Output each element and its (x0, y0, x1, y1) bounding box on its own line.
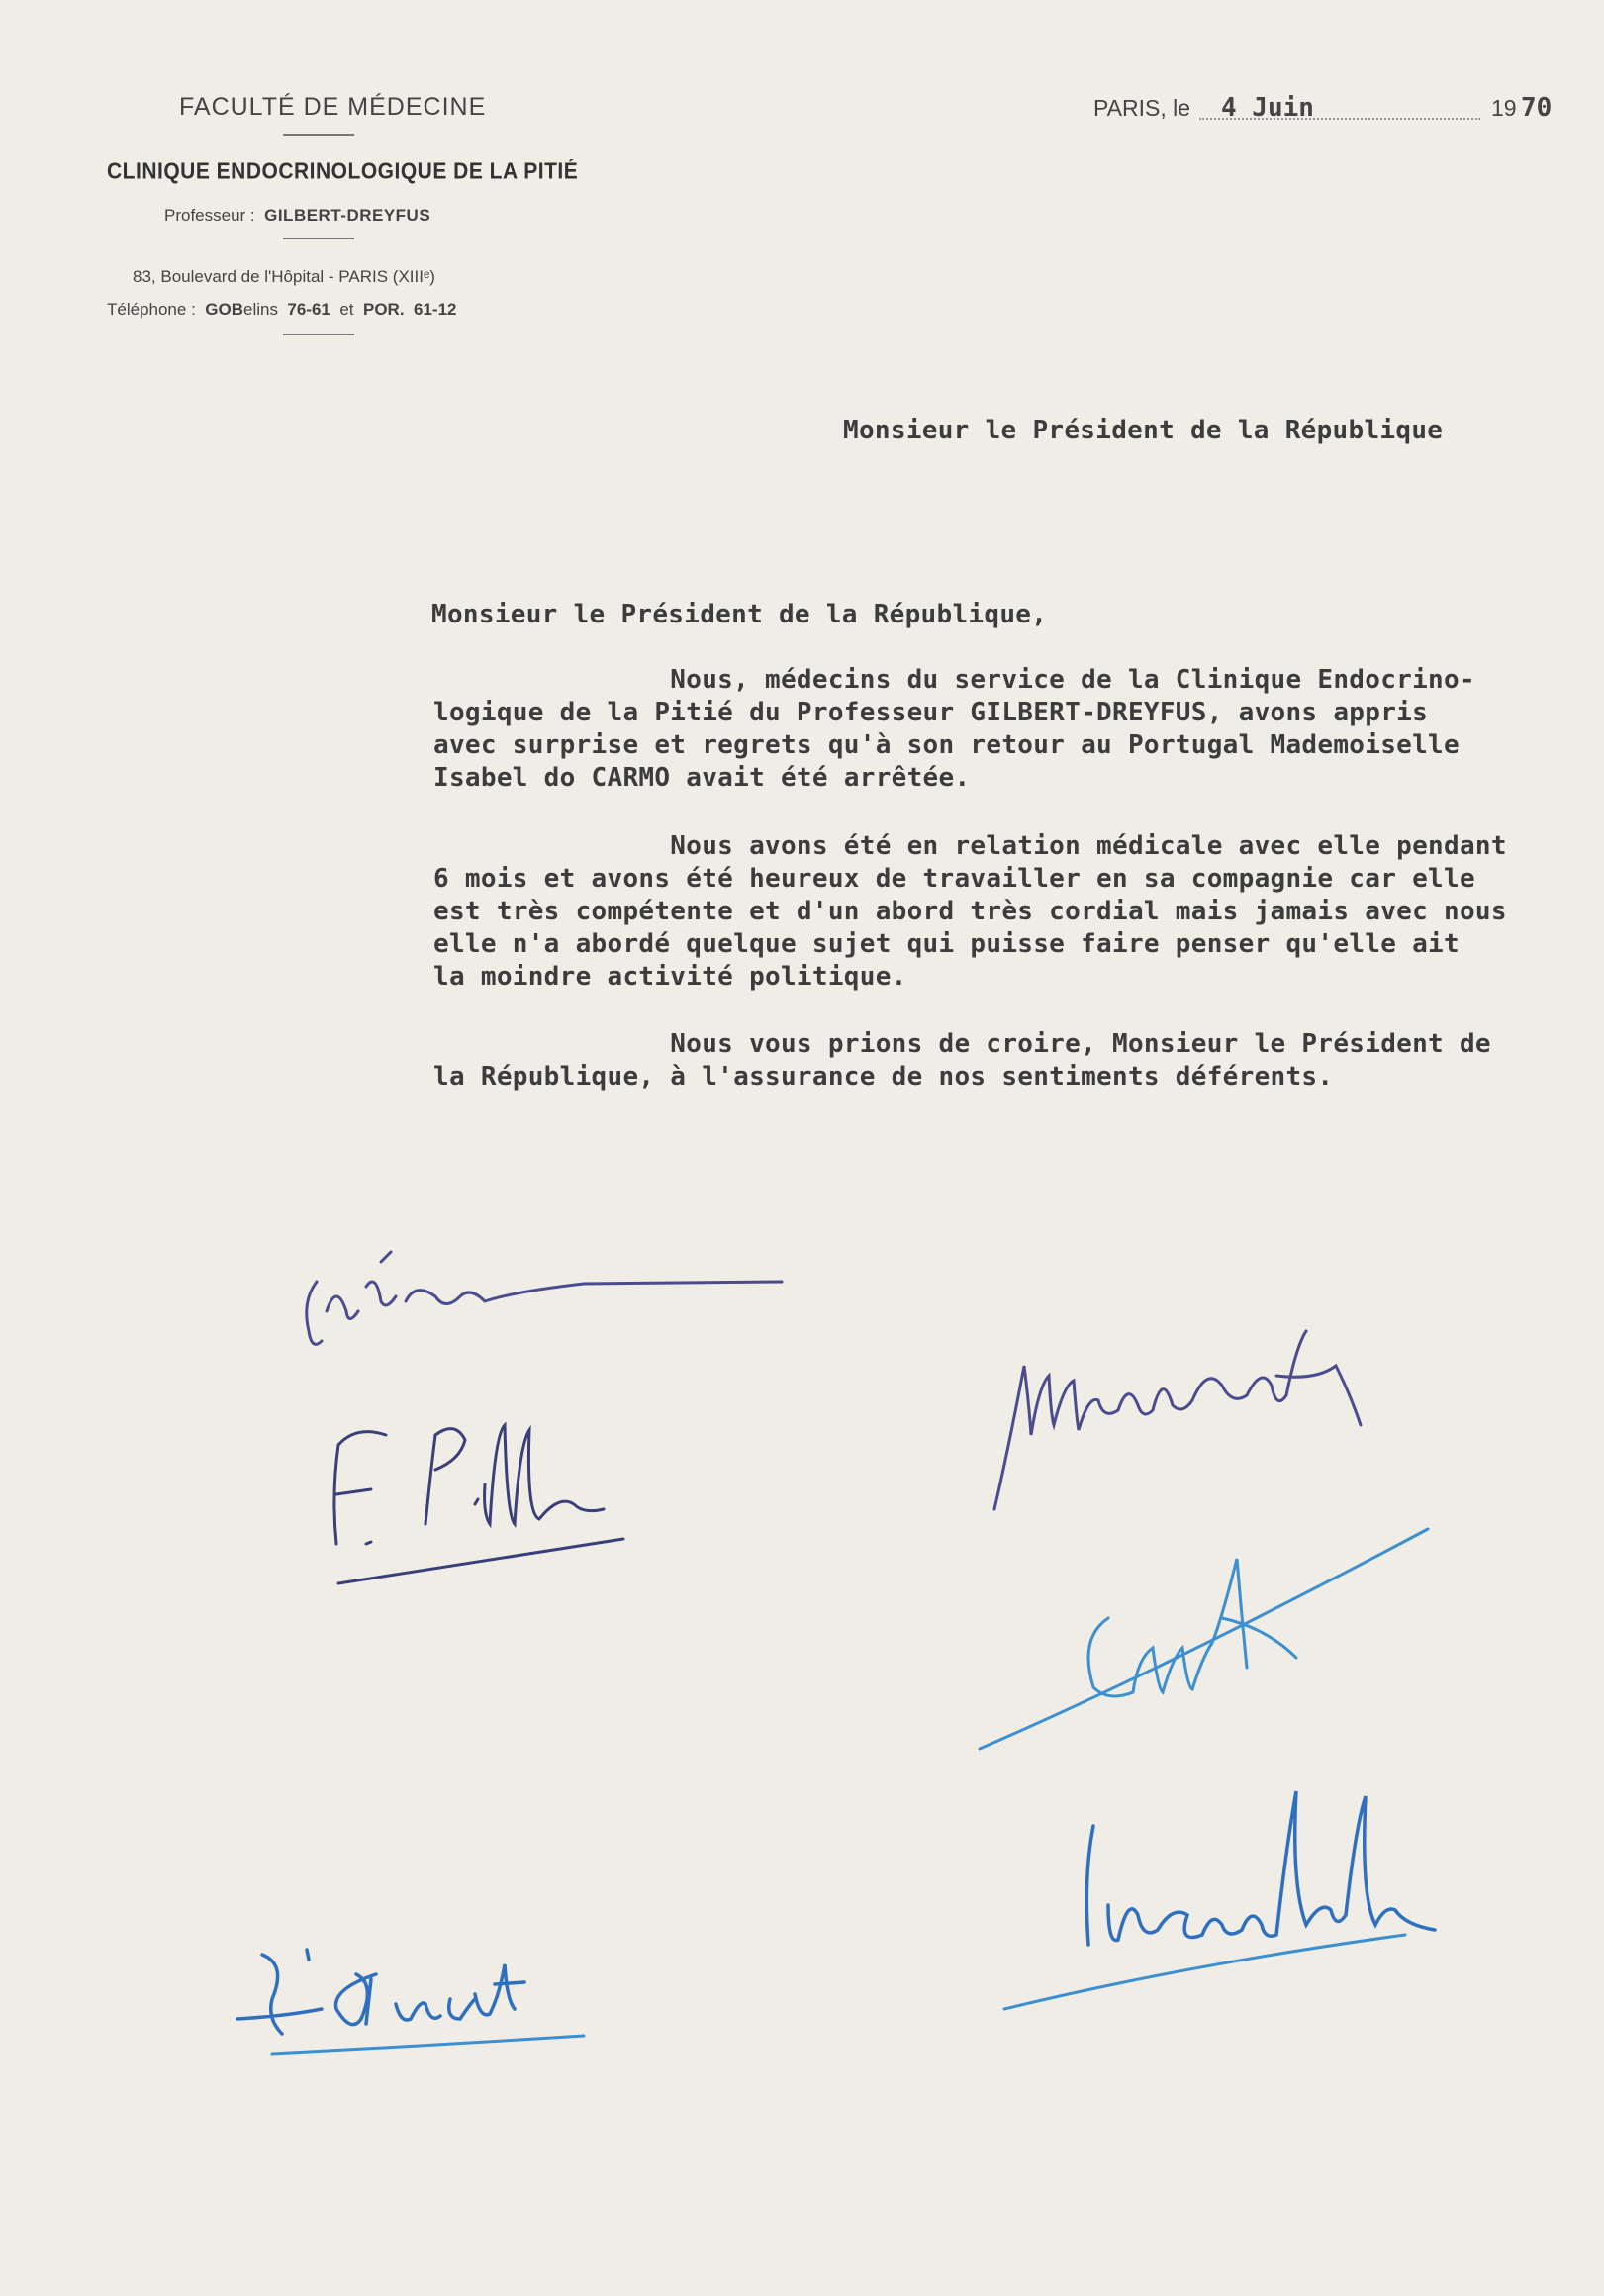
body-paragraph-1 (433, 665, 1475, 796)
signature-6 (228, 1925, 604, 2073)
letterhead-divider (283, 334, 354, 335)
addressee: Monsieur le Président de la République (843, 416, 1444, 445)
body-line: elle n'a abordé quelque sujet qui puisse faire penser qu'elle ait (433, 929, 1460, 959)
clinic-address: 83, Boulevard de l'Hôpital - PARIS (XIIIᵉ) (133, 267, 435, 286)
professor-line (164, 206, 430, 226)
body-line: est très compétente et d'un abord très cordial mais jamais avec nous (433, 897, 1507, 926)
professor-name: GILBERT-DREYFUS (264, 206, 431, 225)
clinic-phone (107, 300, 456, 320)
date-day-month: 4 Juin (1221, 93, 1314, 123)
clinic-name: CLINIQUE ENDOCRINOLOGIQUE DE LA PITIÉ (107, 159, 579, 184)
date-year-suffix: 70 (1521, 93, 1553, 123)
signature-2 (317, 1415, 643, 1593)
body-line: Nous avons été en relation médicale avec elle pendant (433, 831, 1507, 861)
phone-et: et (339, 300, 354, 319)
letterhead-divider (283, 134, 354, 136)
letterhead-divider (283, 238, 354, 239)
body-paragraph-3 (433, 1029, 1491, 1095)
faculty-name: FACULTÉ DE MÉDECINE (179, 93, 487, 121)
signature-1 (287, 1242, 802, 1361)
body-line: Isabel do CARMO avait été arrêtée. (433, 763, 971, 793)
phone-number-2: 61-12 (414, 300, 457, 319)
body-paragraph-2 (433, 831, 1507, 995)
body-line: logique de la Pitié du Professeur GILBERT-DREYFUS, avons appris (433, 698, 1429, 727)
body-line: la moindre activité politique. (433, 962, 907, 992)
signature-5 (990, 1767, 1445, 2024)
signature-4 (970, 1519, 1435, 1757)
professor-prefix: Professeur : (164, 206, 255, 225)
salutation: Monsieur le Président de la République, (431, 600, 1048, 629)
phone-prefix: Téléphone : (107, 300, 196, 319)
body-line: 6 mois et avons été heureux de travailler en sa compagnie car elle (433, 864, 1475, 894)
date-year-prefix: 19 (1491, 95, 1517, 121)
phone-por: POR. (362, 300, 405, 319)
phone-exchange: GOB (205, 300, 243, 319)
signature-3 (980, 1326, 1385, 1524)
date-place: PARIS, le (1093, 95, 1190, 121)
body-line: Nous vous prions de croire, Monsieur le Président de (433, 1029, 1491, 1059)
body-line: Nous, médecins du service de la Clinique Endocrino- (433, 665, 1475, 695)
body-line: avec surprise et regrets qu'à son retour au Portugal Mademoiselle (433, 730, 1460, 760)
phone-exchange-rest: elins (242, 300, 278, 319)
body-line: la République, à l'assurance de nos sentiments déférents. (433, 1062, 1334, 1092)
phone-number-1: 76-61 (287, 300, 330, 319)
